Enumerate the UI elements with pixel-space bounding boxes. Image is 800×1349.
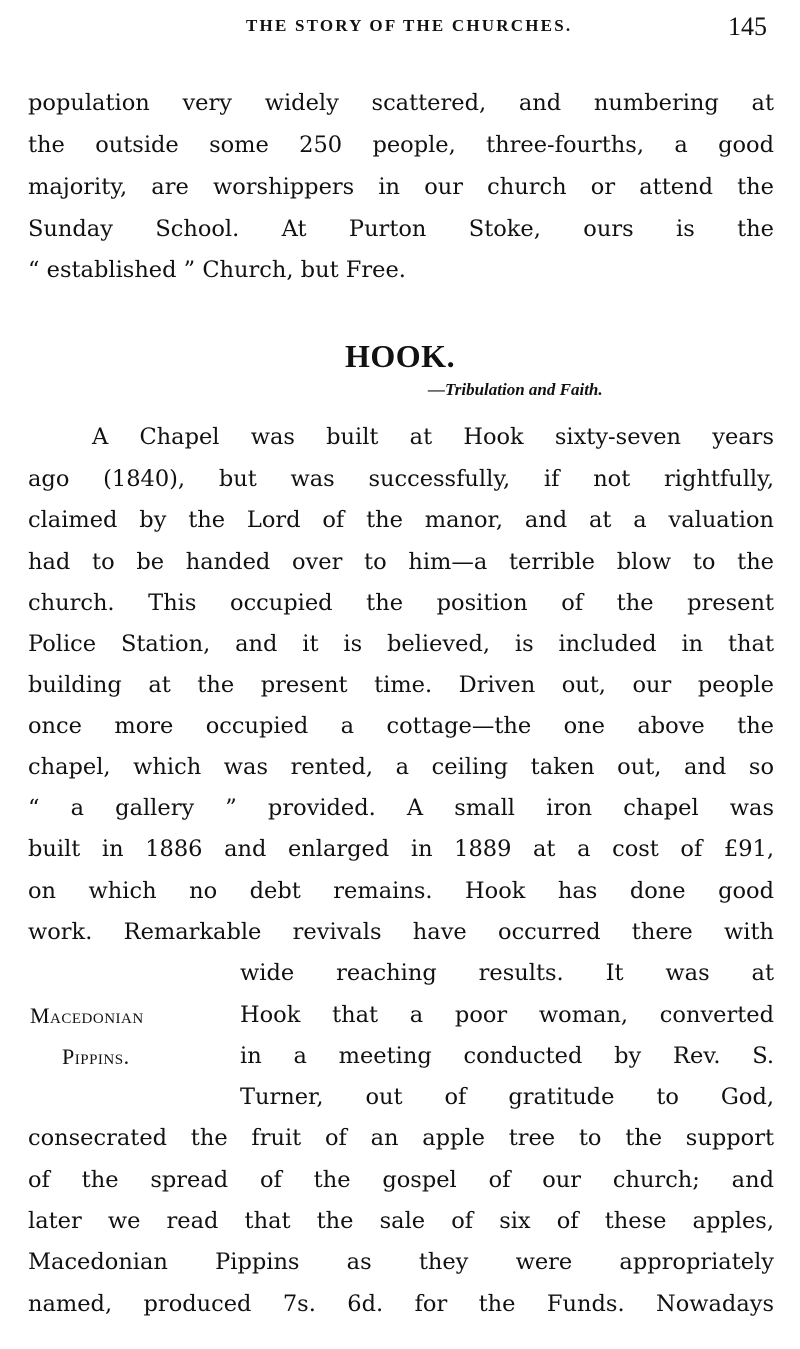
text-line: in a meeting conducted by Rev. S. [240, 1043, 774, 1069]
running-title: THE STORY OF THE CHURCHES. [246, 16, 573, 35]
text-line: majority, are worshippers in our church or attend the [28, 174, 774, 200]
text-line: church. This occupied the position of the present [28, 590, 774, 616]
side-note-line-1: Macedonian [30, 1003, 144, 1028]
text-line: building at the present time. Driven out, our people [28, 672, 774, 698]
page-number: 145 [728, 12, 767, 41]
text-line: population very widely scattered, and numbering at [28, 90, 774, 116]
text-line: once more occupied a cottage—the one above the [28, 713, 774, 739]
text-line: Police Station, and it is believed, is included in that [28, 631, 774, 657]
text-line: claimed by the Lord of the manor, and at a valuation [28, 507, 774, 533]
text-line: Turner, out of gratitude to God, [240, 1084, 774, 1110]
section-heading: HOOK. [345, 338, 456, 374]
text-line: of the spread of the gospel of our church; and [28, 1167, 774, 1193]
text-line: later we read that the sale of six of these apples, [28, 1208, 774, 1234]
text-line: built in 1886 and enlarged in 1889 at a cost of £91, [28, 836, 774, 862]
text-line: named, produced 7s. 6d. for the Funds. Nowadays [28, 1291, 774, 1317]
text-line: ago (1840), but was successfully, if not rightfully, [28, 466, 774, 492]
text-line: wide reaching results. It was at [240, 960, 774, 986]
section-motto: —Tribulation and Faith. [428, 380, 603, 399]
text-line: “ established ” Church, but Free. [28, 257, 406, 283]
text-line: Macedonian Pippins as they were appropriately [28, 1249, 774, 1275]
text-line: on which no debt remains. Hook has done good [28, 878, 774, 904]
text-line: had to be handed over to him—a terrible blow to the [28, 549, 774, 575]
text-line: work. Remarkable revivals have occurred there with [28, 919, 774, 945]
text-line: chapel, which was rented, a ceiling taken out, and so [28, 754, 774, 780]
text-line: Hook that a poor woman, converted [240, 1002, 774, 1028]
side-note-line-2: Pippins. [62, 1044, 130, 1069]
text-line: A Chapel was built at Hook sixty-seven years [92, 424, 774, 450]
running-head [0, 6, 800, 46]
text-line: consecrated the fruit of an apple tree to the support [28, 1125, 774, 1151]
text-line: Sunday School. At Purton Stoke, ours is the [28, 216, 774, 242]
text-line: the outside some 250 people, three-fourths, a good [28, 132, 774, 158]
text-line: “ a gallery ” provided. A small iron chapel was [28, 795, 774, 821]
